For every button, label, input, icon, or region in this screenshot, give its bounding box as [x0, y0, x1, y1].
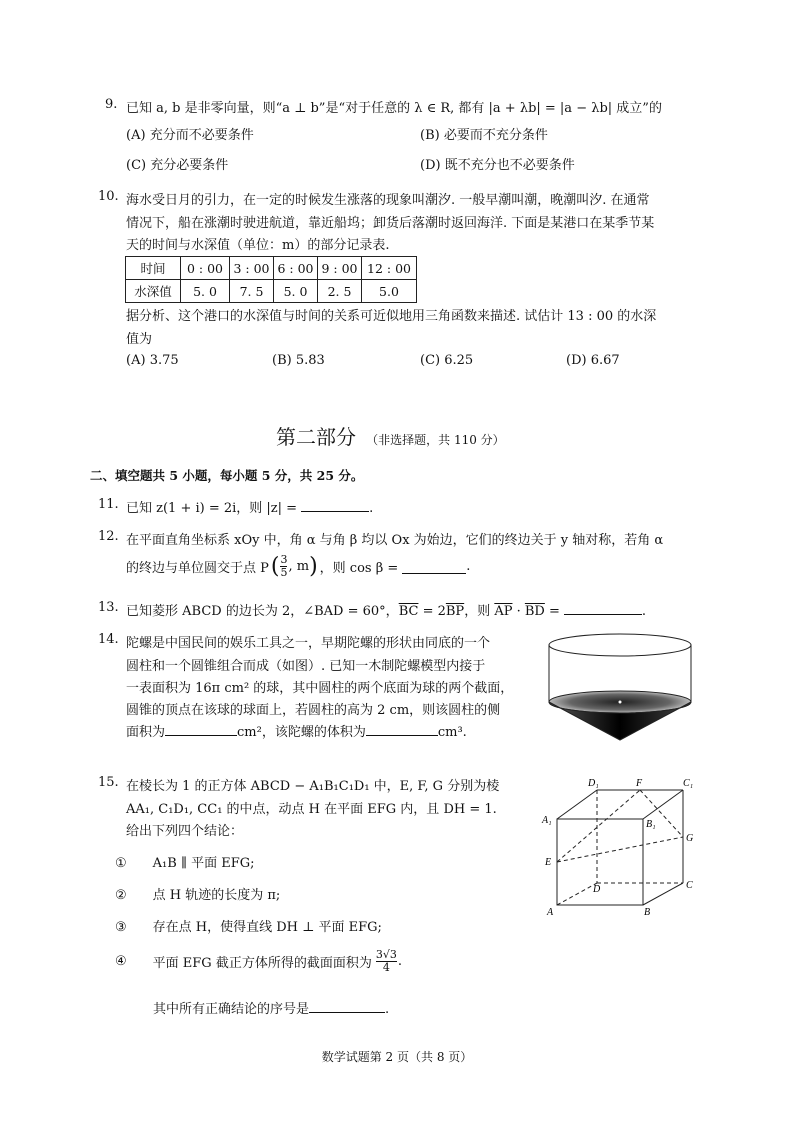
table-header-cell: 水深值 [126, 280, 181, 303]
q12-fraction: $\frac{3}{5}$ [280, 553, 288, 579]
q14-number: 14. [98, 632, 119, 647]
cube-hidden-edge [557, 883, 597, 905]
q10-line3: 天的时间与水深值（单位：m）的部分记录表. [126, 238, 390, 253]
part2-title: 第二部分 [276, 425, 356, 449]
q11-answer-blank[interactable] [301, 511, 369, 512]
cone-center-point [619, 701, 622, 704]
q15-number: 15. [98, 775, 119, 790]
label-a: A [547, 907, 554, 918]
q14-volume-blank[interactable] [366, 735, 438, 736]
q15-fraction: $\frac{3√3}{4}$ [375, 948, 397, 974]
q15-item-4: ④ 平面 EFG 截正方体所得的截面面积为 $\frac{3√3}{4}$ . [115, 948, 402, 974]
q13-answer-blank[interactable] [564, 614, 642, 615]
q14-line2: 圆柱和一个圆锥组合而成（如图）. 已知一木制陀螺模型内接于 [126, 659, 486, 674]
q9-option-c: (C) 充分必要条件 [126, 158, 229, 173]
table-cell: 5.0 [362, 280, 417, 303]
q10-option-c: (C) 6.25 [420, 353, 474, 368]
table-cell: 6 : 00 [274, 257, 318, 280]
tide-table [125, 256, 417, 303]
q12-number: 12. [98, 529, 119, 544]
q10-option-d: (D) 6.67 [566, 353, 620, 368]
table-cell: 12 : 00 [362, 257, 417, 280]
q9-stem: 已知 a, b 是非零向量，则“a ⊥ b”是“对于任意的 λ ∈ R, 都有 |a + λb| = |a − λb| 成立”的 [126, 101, 662, 116]
table-row [126, 280, 417, 303]
q14-line5: 面积为 cm²，该陀螺的体积为 cm³. [126, 725, 467, 740]
q13-number: 13. [98, 600, 119, 615]
q10-number: 10. [98, 189, 119, 204]
cube-edge [557, 790, 597, 819]
cylinder-top-ellipse [549, 634, 691, 656]
q9-option-a: (A) 充分而不必要条件 [126, 128, 254, 143]
spinning-top-figure [544, 632, 696, 744]
label-c1: C₁ [683, 778, 694, 789]
cube-figure [536, 775, 704, 925]
table-cell: 7. 5 [230, 280, 274, 303]
q15-line1: 在棱长为 1 的正方体 ABCD − A₁B₁C₁D₁ 中，E, F, G 分别为棱 [126, 779, 500, 794]
q11-number: 11. [98, 497, 119, 512]
table-cell: 5. 0 [274, 280, 318, 303]
q15-answer-blank[interactable] [309, 1012, 385, 1013]
part2-subtitle: （非选择题，共 110 分） [366, 433, 505, 447]
q11-text: 已知 z(1 + i) = 2i，则 |z| = . [126, 501, 374, 516]
label-b: B [644, 907, 651, 918]
q12-line1: 在平面直角坐标系 xOy 中，角 α 与角 β 均以 Ox 为始边，它们的终边关于 y 轴对称，若角 α [126, 533, 664, 548]
label-d: D [593, 884, 601, 895]
q14-area-blank[interactable] [165, 735, 237, 736]
cube-edge [643, 790, 683, 819]
q9-option-d: (D) 既不充分也不必要条件 [420, 158, 575, 173]
q14-line1: 陀螺是中国民间的娱乐工具之一，早期陀螺的形状由同底的一个 [126, 636, 491, 651]
table-row [126, 257, 417, 280]
cube-edge [643, 883, 683, 905]
table-cell: 2. 5 [318, 280, 362, 303]
table-header-cell: 时间 [126, 257, 181, 280]
q15-line3: 给出下列四个结论： [126, 824, 244, 839]
table-cell: 3 : 00 [230, 257, 274, 280]
q12-answer-blank[interactable] [402, 559, 466, 574]
label-f: F [636, 778, 643, 789]
q9-option-b: (B) 必要而不充分条件 [420, 128, 548, 143]
q14-line3: 一表面积为 16π cm² 的球，其中圆柱的两个底面为球的两个截面， [126, 681, 514, 696]
table-cell: 5. 0 [181, 280, 230, 303]
part2-heading [276, 421, 505, 450]
q15-item-1: ① A₁B ∥ 平面 EFG; [115, 856, 255, 871]
section-line-ef [557, 790, 640, 862]
q10-option-b: (B) 5.83 [272, 353, 325, 368]
q15-item-3: ③ 存在点 H，使得直线 DH ⊥ 平面 EFG; [115, 920, 382, 935]
q13-text: 已知菱形 ABCD 的边长为 2，∠BAD = 60°，$\overline{BC} = 2\overline{BP}$，则 $\overline{AP} \cdot \overline{BD}$ = . [126, 604, 647, 619]
q10-option-a: (A) 3.75 [126, 353, 179, 368]
label-d1: D₁ [588, 778, 599, 789]
q10-line5: 值为 [126, 332, 153, 347]
q10-line1: 海水受日月的引力，在一定的时候发生涨落的现象叫潮汐. 一般早潮叫潮，晚潮叫汐. 在通常 [126, 193, 650, 208]
label-a1: A₁ [542, 815, 552, 826]
section2-heading: 二、填空题共 5 小题，每小题 5 分，共 25 分。 [90, 468, 364, 483]
q12-line2: 的终边与单位圆交于点 P ( $\frac{3}{5}$ , m ) ，则 cos β = . [126, 553, 471, 579]
label-b1: B₁ [646, 819, 656, 830]
q10-line4: 据分析、这个港口的水深值与时间的关系可近似地用三角函数来描述. 试估计 13 : 00 的水深 [126, 309, 657, 324]
table-cell: 9 : 00 [318, 257, 362, 280]
label-c: C [686, 880, 693, 891]
q15-last-line: 其中所有正确结论的序号是 . [153, 1002, 390, 1017]
page-footer: 数学试题第 2 页（共 8 页） [321, 1050, 473, 1064]
label-g: G [686, 833, 694, 844]
q10-line2: 情况下，船在涨潮时驶进航道，靠近船坞；卸货后落潮时返回海洋. 下面是某港口在某季节某 [126, 216, 655, 231]
section-line-eg [557, 837, 683, 862]
q9-number: 9. [105, 97, 118, 112]
table-cell: 0 : 00 [181, 257, 230, 280]
q15-item-2: ② 点 H 轨迹的长度为 π; [115, 888, 281, 903]
q15-line2: AA₁, C₁D₁, CC₁ 的中点，动点 H 在平面 EFG 内，且 DH = 1. [126, 802, 497, 817]
label-e: E [545, 857, 552, 868]
q14-line4: 圆锥的顶点在该球的球面上，若圆柱的高为 2 cm，则该圆柱的侧 [126, 703, 501, 718]
